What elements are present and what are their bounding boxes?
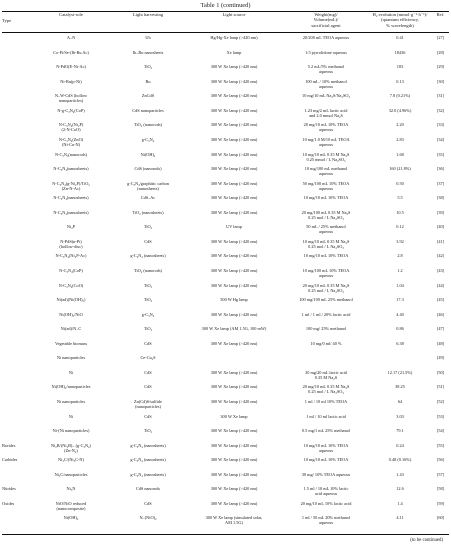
table-cell-cat: Ni₃N: [66, 486, 76, 492]
table-cell-h2: 0.86: [396, 326, 404, 332]
table-cell-lh: TiO₂: [143, 326, 153, 332]
table-cell-ls: 300 W Xe lamp (>420 nm): [210, 180, 258, 186]
table-cell-lh: TiO₂ (nanosheets): [132, 209, 164, 215]
table-cell-h2: 3.03: [396, 413, 404, 419]
table-cell-ls: 300 W Xe lamp (AM 1.5G, 100 mW): [201, 326, 267, 332]
table-cell-lh: CdS nanoparticles: [132, 107, 164, 113]
table-cell-cat: N-C₃N₄(ZnO) (Ni-Cu-N): [58, 136, 84, 147]
table-cell-h2: 0.50: [396, 180, 404, 186]
table-cell-wv: 1 ml / 50 mL 20% methanol aqueous: [301, 515, 351, 526]
table-cell-wv: 10 mg/10 mL 0.35 M Na₂S 0.25 mmol / L Na₂SO₃: [302, 151, 350, 162]
table-cell-lh: CdS: [144, 340, 152, 346]
table-cell-wv: 10 mg/0 ml/ 40 %: [310, 340, 342, 346]
table-cell-h2: 0.41: [396, 35, 404, 40]
table-cell-type: Nitrides: [2, 486, 16, 492]
table-cell-ref: [31]: [436, 93, 445, 99]
table-cell-lh: Ce-Cu₂S: [140, 355, 156, 361]
table-cell-ref: [58]: [436, 486, 445, 492]
table-cell-ref: [55]: [436, 442, 445, 448]
table-cell-ref: [48]: [436, 340, 445, 346]
table-cell-cat: Ni₃C/nanoparticles: [54, 471, 88, 477]
table-cell-ref: [29]: [436, 64, 445, 70]
table-cell-wv: 20 mg/10 mL 10% lactic acid: [300, 500, 352, 506]
table-cell-ref: [52]: [436, 399, 445, 404]
table-cell-lh: g-C₃N₄/graphitic carbon (nanosheets): [127, 180, 169, 191]
table-cell-cat: Ni₃C/(Ni₃C-N): [58, 457, 84, 463]
table-cell-ref: [27]: [436, 35, 445, 40]
table-cell-cat: N-C₃N₄(Ni₂P-Ac): [55, 253, 87, 259]
table-cell-ref: [28]: [436, 49, 445, 55]
header-rule: [2, 32, 449, 33]
table-cell-lh: Ni(OH)₂: [140, 151, 156, 157]
table-cell-ls: 300 W Xe lamp (>420 nm): [210, 428, 258, 434]
table-cell-ref: [50]: [436, 369, 445, 375]
table-cell-ls: 300 W Xe lamp (>420 nm): [210, 311, 258, 317]
table-cell-cat: Ni(ad)/N–C: [60, 326, 82, 332]
table-cell-h2: 1.68: [396, 151, 404, 157]
table-cell-wv: 20/200 mL TEOA aqueous: [302, 35, 350, 40]
table-cell-wv: 50 mg/100 mL 10% TEOA aqueous: [302, 180, 350, 191]
table-cell-lh: CdS (nanorods): [134, 166, 162, 171]
table-cell-cat: N-C₃N₄(nanosheets): [53, 166, 89, 171]
table-cell-ls: 300 W Xe lamp (>420 nm): [210, 78, 258, 84]
table-cell-wv: 20 mg/10 mL 0.35 M Na₂S 0.25 mol / L Na₂SO₃: [302, 384, 350, 395]
table-cell-ref: [38]: [436, 195, 445, 201]
column-header: Type: [2, 18, 12, 23]
table-cell-ls: 300 W Xe lamp (>420 nm): [210, 107, 258, 113]
table-cell-cat: N–W-CdS (hollow nanoparticles): [54, 93, 88, 104]
table-cell-h2: 12.6: [396, 486, 404, 492]
table-cell-ls: 300 W Xe lamp (>420 nm): [210, 457, 258, 463]
table-cell-ref: [45]: [436, 297, 445, 303]
table-cell-ref: [43]: [436, 267, 445, 273]
table-cell-ls: 300 W Xe lamp (>420 nm): [210, 340, 258, 346]
table-cell-ls: 300 W Xe lamp (>420 nm): [210, 399, 258, 404]
table-cell-cat: Ni nanoparticles: [56, 399, 86, 404]
table-cell-type: Carbides: [2, 457, 18, 463]
table-cell-lh: ZnCdS: [141, 93, 155, 99]
table-cell-h2: 64: [397, 399, 403, 404]
table-cell-cat: Ni(OH)₂: [63, 515, 79, 521]
table-cell-cat: Ni: [68, 369, 74, 375]
table-cell-ls: 300 W Xe lamp (>420 nm): [210, 166, 258, 171]
table-cell-h2: 17.3: [396, 297, 404, 303]
table-cell-wv: 1.5 ml / 10 mL 10% lactic acid aqueous: [303, 486, 349, 497]
table-cell-h2: 3.92: [396, 238, 404, 244]
table-cell-ref: [49]: [436, 355, 445, 361]
table-cell-wv: 10 mg/10 mL 10% TEOA: [303, 195, 349, 201]
table-cell-lh: Ru: [145, 78, 151, 84]
table-cell-ls: 300 W Xe lamp (>420 nm): [210, 486, 258, 492]
table-cell-wv: 20 mg/100 mL 0.35 M Na₂S 0.25 mol / L Na₂SO₃: [301, 209, 351, 220]
table-cell-ref: [42]: [436, 253, 445, 259]
table-cell-ref: [56]: [436, 457, 445, 463]
continued-note: (to be continued): [410, 538, 443, 543]
table-cell-lh: Zn(Cd)S/sulfide (nanoparticles): [134, 399, 162, 409]
table-cell-wv: 10 mg/10 mL 0.35 M Na₂S 0.25 mol / L Na₂SO₃: [302, 238, 350, 249]
table-cell-ref: [34]: [436, 136, 445, 142]
table-cell-lh: N–(NiO)₂: [139, 515, 157, 521]
table-cell-ls: 300 W Xe lamp (>420 nm): [210, 195, 258, 201]
table-cell-ls: Xe lamp: [226, 49, 242, 55]
table-cell-wv: 1 ml / 10 ml lactic acid: [306, 413, 346, 419]
table-cell-cat: N-C₃N₄(Ni₂P) (2-N-CoO): [58, 122, 84, 133]
table-cell-cat: Ni₂B/(Ni₂B)– (g-C₃N₄) (Zn-N₂): [50, 442, 91, 453]
table-cell-cat: Vegetable biomass: [54, 340, 88, 346]
column-header: Ref.: [436, 12, 445, 17]
table-cell-lh: CdS nanorods: [135, 486, 161, 492]
table-cell-ref: [53]: [436, 413, 445, 419]
table-cell-h2: 2.20: [396, 122, 404, 128]
table-cell-ls: 300 W Xe lamp (>420 nm): [210, 253, 258, 259]
table-cell-ref: [32]: [436, 107, 445, 113]
table-cell-ls: 300 W Xe lamp (>420 nm): [210, 369, 258, 375]
table-cell-lh: g-C₃N₄: [141, 136, 155, 142]
table-cell-h2: 2.83: [396, 136, 404, 142]
table-cell-wv: 5.2 mL/5% methanol aqueous: [307, 64, 345, 75]
table-cell-lh: TiO₂: [143, 297, 153, 303]
table-cell-h2: 1.2: [397, 267, 403, 273]
table-cell-ls: 300 W Xe lamp (>420 nm): [210, 267, 258, 273]
table-cell-h2: 4.11: [396, 515, 404, 521]
table-cell-cat: N-C₃N₄(g-Ni₂P)/TiO₂ (Zn-N-Ac): [52, 180, 90, 191]
table-cell-cat: Ni-(Ni nanoparticles): [52, 428, 90, 434]
table-cell-ls: 500 W Hg lamp: [220, 297, 248, 303]
table-cell-wv: 50 mL / 25% methanol aqueous: [306, 224, 346, 235]
table-cell-cat: Ni(OH)₂/nanoparticles: [51, 384, 91, 390]
table-cell-wv: 20 mg/20 mL lactic acid 0.35 M Na₂S: [305, 369, 347, 380]
table-cell-ref: [33]: [436, 122, 445, 128]
table-cell-h2: 18436: [394, 49, 406, 55]
table-cell-ref: [60]: [436, 515, 445, 521]
table-cell-ref: [35]: [436, 151, 445, 157]
table-cell-ls: 300 W Xe lamp (>420 nm): [210, 471, 258, 477]
table-cell-wv: 10 mg/100 mL methanol aqueous: [304, 166, 348, 176]
table-cell-h2: 0.13: [396, 78, 404, 84]
table-cell-h2: 183: [396, 64, 404, 70]
table-cell-lh: g-C₃N₄ (nanosheets): [130, 253, 166, 259]
table-cell-wv: 1.23 mg/2 mL lactic acid and 2.0 mmol Na₂S: [304, 107, 348, 118]
table-cell-ref: [51]: [436, 384, 445, 390]
table-cell-ref: [37]: [436, 180, 445, 186]
table-cell-wv: 100 mg/ 25% methanol: [305, 326, 347, 332]
table-cell-h2: 0.24: [396, 442, 404, 448]
table-cell-cat: Ni(OH)₂/NiO: [59, 311, 83, 317]
table-cell-cat: N-g-C₃N₄(CoP): [57, 107, 85, 113]
table-cell-h2: 38.25: [395, 384, 405, 390]
column-header: Weight(mg)/ Volume(mL)/ sacrificial agent: [311, 12, 341, 28]
table-cell-h2: 5.5: [397, 195, 403, 201]
table-cell-cat: A–N: [66, 35, 76, 40]
table-cell-lh: CdS: [144, 369, 152, 375]
table-cell-lh: g-C₃N₄ (nanosheets): [130, 471, 166, 477]
table-cell-h2: 0.12: [396, 224, 404, 230]
table-cell-h2: 2.8: [397, 253, 403, 259]
table-cell-cat: Ni-Ru(p-Ni): [60, 78, 82, 84]
bottom-rule: [2, 534, 449, 535]
table-cell-ref: [36]: [436, 166, 445, 171]
table-cell-type: Oxides: [2, 500, 15, 506]
table-cell-ls: 300 W Xe lamp (>420 nm): [210, 64, 258, 70]
column-header: Light source: [222, 12, 246, 17]
table-cell-cat: Ni: [68, 413, 74, 419]
table-cell-ls: 300 W Xe lamp (>420 nm): [210, 384, 258, 390]
table-cell-wv: 0.5 mg/1 mL 25% methanol: [301, 428, 351, 434]
table-cell-lh: TiO₂: [143, 64, 153, 70]
table-cell-cat: N-C₃N₄(nanorods): [54, 151, 88, 157]
table-cell-ref: [39]: [436, 209, 445, 215]
table-cell-wv: 100 mL / 10% methanol aqueous: [305, 78, 347, 89]
table-cell-ls: 300 W Xe lamp (>420 nm): [210, 209, 258, 215]
table-cell-cat: N-PdS(n-Pt) (hollow-disc): [59, 238, 83, 249]
table-cell-h2: 1.04: [396, 282, 404, 288]
table-cell-wv: 20 mg/10 mL 10% TEOA aqueous: [303, 122, 349, 133]
table-cell-ref: [59]: [436, 500, 445, 506]
table-cell-wv: 100 mg/100 mL 25% methanol: [299, 297, 353, 303]
table-cell-cat: N-C₃N₄(nanosheets): [53, 209, 89, 215]
table-cell-ref: [40]: [436, 224, 445, 230]
table-cell-lh: CdS: [144, 413, 152, 419]
table-title: Table 1 (continued): [200, 2, 251, 9]
table-cell-wv: 30 mg/ 10% TEOA aqueous: [301, 471, 351, 477]
table-cell-lh: Ub: [145, 35, 151, 40]
table-cell-h2: 12.17 (21.5%): [387, 369, 413, 375]
table-cell-cat: Ni nanoparticles: [56, 355, 86, 361]
table-cell-h2: 32.0 (4.96%): [388, 107, 412, 113]
table-cell-ls: Hg/Hg-Xe lamp (>420 nm): [210, 35, 258, 40]
table-cell-lh: TiO₂: [143, 428, 153, 434]
table-cell-ref: [57]: [436, 471, 445, 477]
table-cell-wv: 10 mg/10 mL Na₂S/Na₂SO₃: [302, 93, 350, 99]
table-cell-lh: g-C₃N₄: [141, 311, 155, 317]
table-cell-ls: 300 W Xe lamp (>420 nm): [210, 282, 258, 288]
table-cell-h2: 160 (21.8%): [389, 166, 411, 171]
table-cell-ref: [44]: [436, 282, 445, 288]
table-cell-ref: [41]: [436, 238, 445, 244]
table-cell-h2: 6.38: [396, 340, 404, 346]
table-cell-lh: TiO₂ (nanorods): [134, 267, 162, 273]
table-cell-ls: 300 W Xe lamp (>420 nm): [210, 500, 258, 506]
table-cell-lh: CdS: [144, 500, 152, 506]
table-cell-lh: g-C₃N₄ (nanosheets): [130, 442, 166, 448]
table-cell-wv: 10 mg/10 mL 10% TEOA aqueous: [303, 442, 349, 453]
table-cell-lh: CdS–Ac: [140, 195, 156, 201]
table-cell-ref: [47]: [436, 326, 445, 332]
table-cell-wv: 1 ml / 10 ml 10% TEOA: [304, 399, 348, 404]
table-cell-ls: 300 W Xe lamp (>420 nm): [210, 238, 258, 244]
table-cell-type: Borides: [2, 442, 16, 448]
table-cell-lh: CdS: [144, 238, 152, 244]
table-cell-ls: 300 W Xe lamp (simulated solar, AM 1.5G): [205, 515, 263, 526]
column-header: Light harvesting: [132, 12, 164, 17]
table-cell-wv: 10 mg/100 mL 10% TEOA aqueous: [302, 267, 350, 278]
table-cell-cat: N-PdO(E-Ni-Ac): [56, 64, 86, 70]
table-cell-h2: 79.1: [396, 428, 404, 434]
table-cell-h2: 4.40: [396, 311, 404, 317]
table-cell-h2: 10.5: [396, 209, 404, 215]
table-cell-cat: N-C₃N₄(CoO): [58, 282, 84, 288]
table-cell-ref: [54]: [436, 428, 445, 434]
table-cell-ls: 300 W Xe lamp (>420 nm): [210, 93, 258, 99]
table-cell-ref: [30]: [436, 78, 445, 84]
table-cell-h2: 7.8 (0.21%): [389, 93, 411, 99]
table-cell-cat: Ni₂P: [66, 224, 76, 230]
table-cell-ls: 300 W Xe lamp (>420 nm): [210, 136, 258, 142]
table-cell-h2: 1.4: [397, 500, 403, 506]
table-cell-wv: 10 mg/1.0 M/10 mL TEOA aqueous: [302, 136, 350, 147]
table-cell-ls: 300 W Xe lamp (>420 nm): [210, 122, 258, 128]
table-cell-cat: Co-Pt/Se-(Ib-Ru Ac): [53, 49, 89, 55]
table-cell-lh: TiO₂: [143, 282, 153, 288]
table-cell-lh: Ib–Ru nanosheets: [132, 49, 164, 55]
column-header: Catalyst-role: [59, 12, 83, 17]
table-cell-lh: TiO₂: [143, 224, 153, 230]
table-cell-ls: 300 W Xe lamp (>420 nm): [210, 151, 258, 157]
table-cell-cat: Ni(ad)(Ni(OH)₂): [56, 297, 86, 303]
table-cell-wv: 1 ml / 1 ml / 20% lactic acid: [301, 311, 351, 317]
table-cell-cat: N-C₃N₄(nanosheets): [53, 195, 89, 201]
table-cell-ls: UV lamp: [226, 224, 242, 230]
table-cell-wv: 20 mg/10 mL 0.35 M Na₂S 0.25 mol / L Na₂SO₃: [302, 282, 350, 293]
table-cell-wv: 10 mg/10 mL 10% TEOA: [303, 457, 349, 463]
table-cell-cat: N-C₃N₄(CoP): [59, 267, 83, 273]
table-cell-ls: 300 W Xe lamp: [220, 413, 248, 419]
table-cell-lh: g-C₃N₄ (nanosheets): [130, 457, 166, 463]
table-cell-wv: 1:5 pyrrolidone aqueous: [305, 49, 347, 55]
table-cell-lh: CdS: [144, 384, 152, 390]
table-cell-h2: 1.43: [396, 471, 404, 477]
table-cell-wv: 10 mg/10 mL 10% TEOA: [303, 253, 349, 259]
column-header: H₂ evolution (mmol·g⁻¹·h⁻¹)/ (quantum efficiency, % wavelength): [372, 12, 428, 28]
table-cell-h2: 0.48 (0.16%): [388, 457, 412, 463]
table-cell-cat: NiO/NiO reduced (nanocomposite): [55, 500, 87, 511]
table-cell-lh: TiO₂ (nanorods): [134, 122, 162, 128]
table-cell-ls: 300 W Xe lamp (>420 nm): [210, 442, 258, 448]
table-cell-ref: [46]: [436, 311, 445, 317]
